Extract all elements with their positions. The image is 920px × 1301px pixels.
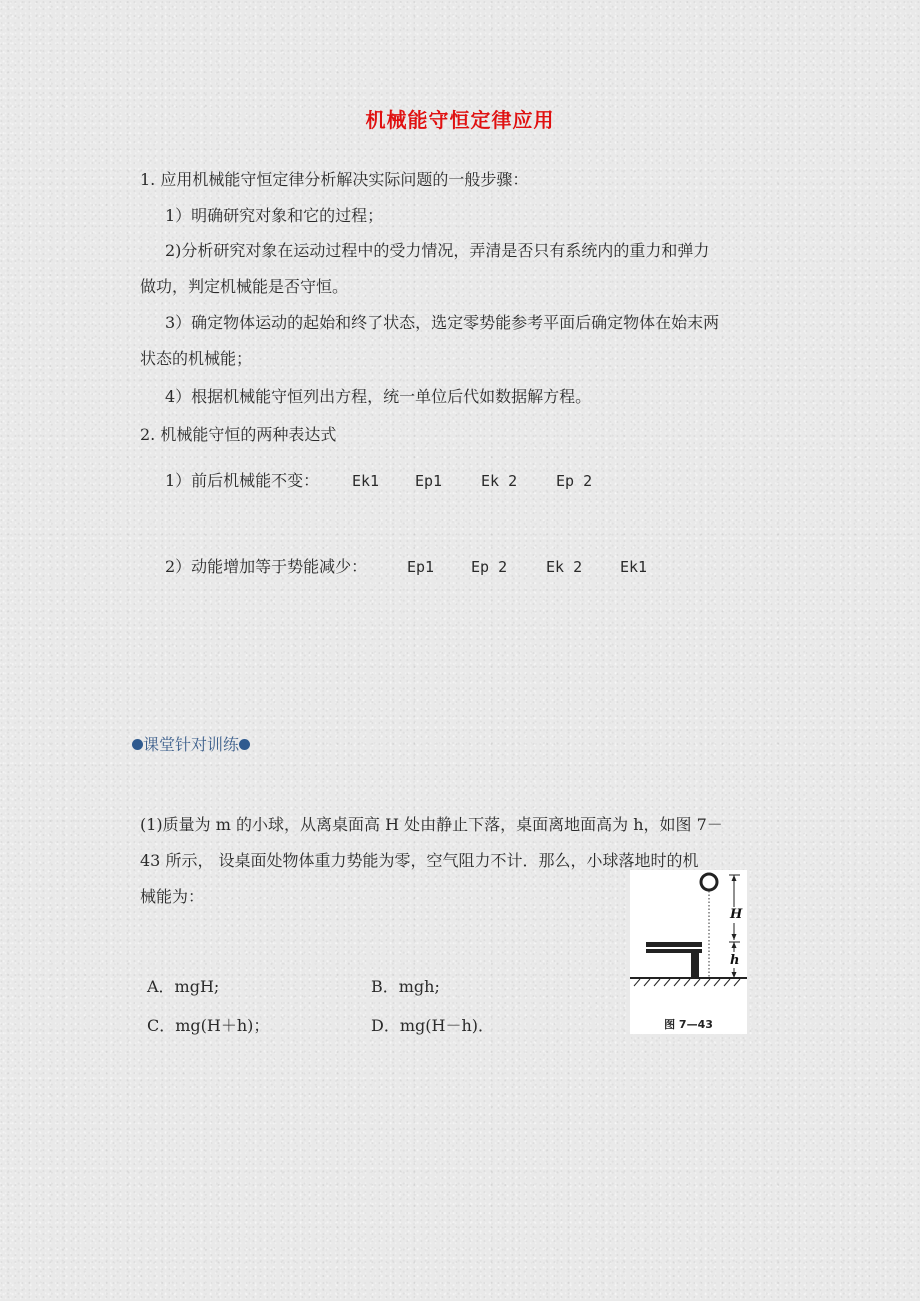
- arrow-up-icon: [732, 875, 737, 881]
- bullet-dot-icon: [132, 739, 143, 750]
- figure-caption: 图 7—43: [664, 1018, 713, 1031]
- step-3-continued: 状态的机械能；: [140, 349, 253, 368]
- page-title: 机械能守恒定律应用: [365, 108, 555, 132]
- option-b: B．mgh;: [371, 977, 440, 996]
- question-line-2: 43 所示， 设桌面处物体重力势能为零，空气阻力不计．那么，小球落地时的机: [140, 851, 699, 870]
- step-2: 2)分析研究对象在运动过程中的受力情况，弄清是否只有系统内的重力和弹力: [165, 241, 710, 260]
- formula-term: Ep 2: [556, 472, 593, 490]
- step-1: 1）明确研究对象和它的过程；: [165, 206, 384, 225]
- formula-term: Ek 2: [546, 558, 583, 576]
- ground-hatching: [634, 979, 740, 986]
- section2-heading: 2. 机械能守恒的两种表达式: [140, 425, 337, 444]
- step-4: 4）根据机械能守恒列出方程，统一单位后代如数据解方程。: [165, 387, 592, 406]
- formula-term: Ek1: [352, 472, 380, 490]
- formula-term: Ek1: [620, 558, 648, 576]
- arrow-down-icon: [732, 934, 737, 940]
- arrow-up-icon: [732, 942, 737, 948]
- option-d: D．mg(H－h)．: [371, 1016, 494, 1035]
- section1-heading: 1. 应用机械能守恒定律分析解决实际问题的一般步骤：: [140, 170, 529, 189]
- step-2-continued: 做功，判定机械能是否守恒。: [140, 277, 349, 296]
- training-heading-text: 课堂针对训练: [143, 735, 240, 754]
- height-label-upper: H: [730, 907, 743, 922]
- formula-label: 2）动能增加等于势能减少：: [165, 557, 368, 576]
- formula-label: 1）前后机械能不变：: [165, 471, 320, 490]
- formula-term: Ep 2: [471, 558, 508, 576]
- table-leg: [691, 953, 699, 978]
- figure-7-43: [630, 870, 747, 1034]
- table-top: [646, 949, 702, 953]
- formula-term: Ep1: [407, 558, 435, 576]
- question-line-1: (1)质量为 m 的小球，从离桌面高 H 处由静止下落，桌面离地面高为 h，如图 7－: [140, 815, 723, 834]
- bullet-dot-icon: [239, 739, 250, 750]
- height-label-lower: h: [730, 953, 740, 968]
- formula-term: Ek 2: [481, 472, 518, 490]
- ball-icon: [701, 874, 717, 890]
- step-3: 3）确定物体运动的起始和终了状态，选定零势能参考平面后确定物体在始末两: [165, 313, 720, 332]
- ball-table-diagram: [630, 870, 747, 1016]
- formula-energy-transfer: [165, 557, 665, 579]
- option-a: A．mgH;: [147, 977, 220, 996]
- formula-term: Ep1: [415, 472, 443, 490]
- training-heading: [132, 732, 250, 755]
- question-line-3: 械能为：: [140, 887, 205, 906]
- table-top: [646, 942, 702, 947]
- option-c: C．mg(H＋h)；: [147, 1016, 270, 1035]
- formula-conservation: [165, 471, 625, 493]
